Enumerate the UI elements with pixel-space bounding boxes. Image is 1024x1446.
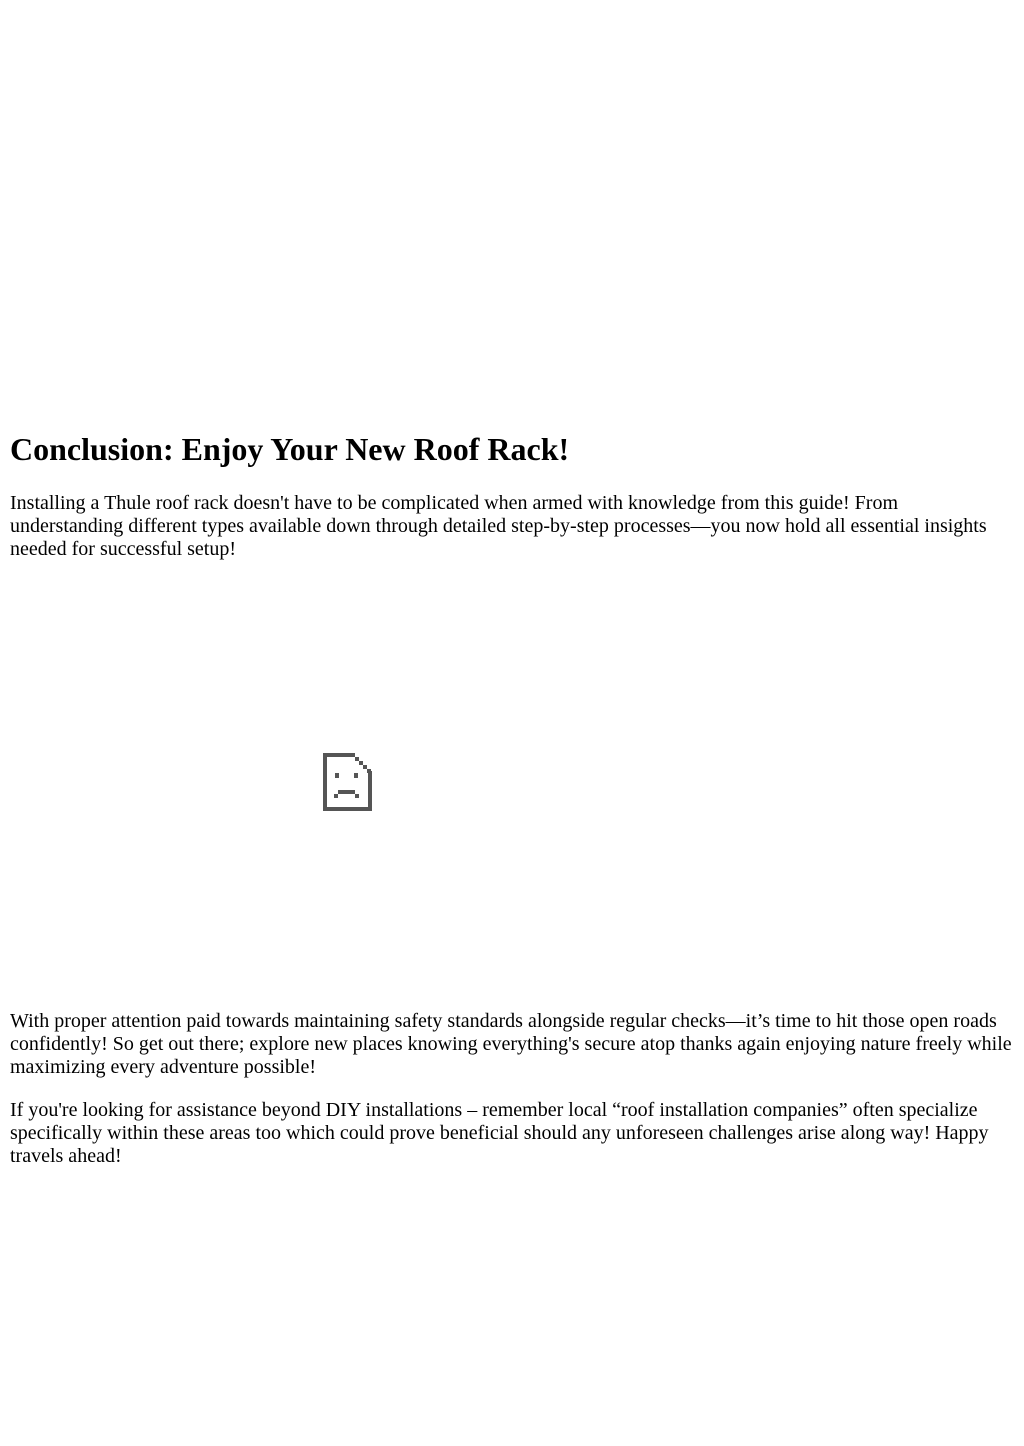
conclusion-paragraph: Installing a Thule roof rack doesn't have to be complicated when armed with knowledge from this guide! From understanding different types available down through detailed step-by-step processes—you now hold all essential insights needed for successful setup! [10,492,987,560]
section-heading: Conclusion: Enjoy Your New Roof Rack! [10,431,570,467]
broken-image-icon [323,753,372,811]
safety-paragraph: With proper attention paid towards maintaining safety standards alongside regular checks—it’s time to hit those open roads confidently! So get out there; explore new places knowing everything's secure atop thanks again enjoying nature freely while maximizing every adventure possible! [10,1010,1012,1078]
assistance-paragraph: If you're looking for assistance beyond DIY installations – remember local “roof installation companies” often specialize specifically within these areas too which could prove beneficial should any unforeseen challenges arise along way! Happy travels ahead! [10,1099,989,1167]
